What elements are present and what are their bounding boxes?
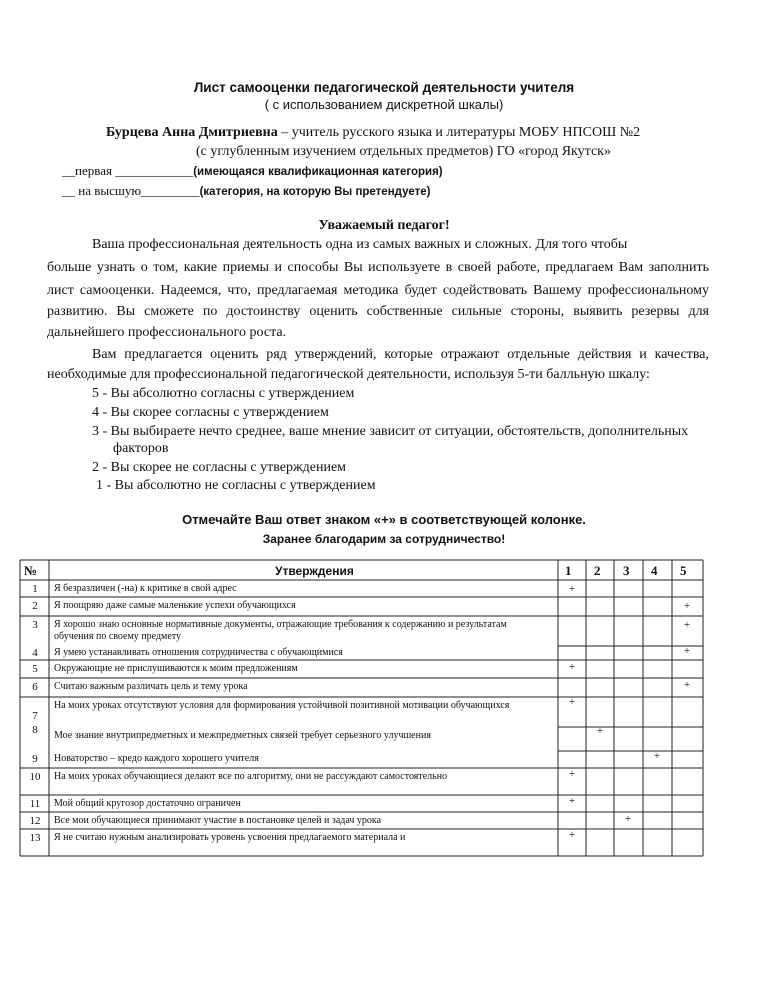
row-number: 3: [32, 619, 38, 631]
greeting: Уважаемый педагог!: [318, 218, 450, 233]
page-subtitle: ( с использованием дискретной шкалы): [264, 97, 504, 112]
school-line: (с углубленным изучением отдельных предметов) ГО «город Якутск»: [196, 144, 611, 159]
instruction: Отмечайте Ваш ответ знаком «+» в соответствующей колонке.: [182, 512, 586, 527]
row-number: 2: [32, 600, 38, 612]
statement-text: Мой общий кругозор достаточно ограничен: [54, 798, 241, 809]
statement-text: Окружающие не прислушиваются к моим предложениям: [54, 663, 298, 674]
score-mark[interactable]: +: [568, 795, 576, 807]
row-number: 13: [29, 832, 41, 844]
row-number: 12: [29, 815, 41, 827]
score-mark[interactable]: +: [653, 750, 661, 762]
statement-text: Мое знание внутрипредметных и межпредметных связей требует серьезного улучшения: [54, 730, 431, 741]
statement-text: Я умею устанавливать отношения сотрудничества с обучающимися: [54, 647, 343, 658]
row-number: 7: [32, 710, 38, 722]
paragraph-2-line: Вам предлагается оценить ряд утверждений, которые отражают отдельные действия и качества,: [92, 347, 709, 362]
statement-text: Все мои обучающиеся принимают участие в постановке целей и задач урока: [54, 815, 382, 826]
row-number: 5: [32, 663, 38, 675]
column-header-score-5: 5: [680, 563, 687, 578]
statement-text: Я хорошо знаю основные нормативные документы, отражающие требования к содержанию и результатам обучения по своему предмету: [54, 619, 507, 642]
teacher-role: – учитель русского языка и литературы МОБУ НПСОШ №2: [277, 125, 641, 140]
score-mark[interactable]: +: [683, 679, 691, 691]
score-mark[interactable]: +: [568, 661, 576, 673]
paragraph-1-line: лист самооценки. Надеемся, что, предлагаемая методика будет содействовать Вашему профессиональному: [47, 283, 709, 298]
paragraph-1-line: больше узнать о том, какие приемы и способы Вы используете в своей работе, предлагаем Вам заполнить: [47, 260, 709, 275]
column-header-statement: Утверждения: [275, 564, 354, 578]
score-mark[interactable]: +: [624, 813, 632, 825]
row-number: 8: [32, 724, 38, 736]
category-current-blank: __первая ____________: [62, 163, 194, 178]
page-title: Лист самооценки педагогической деятельности учителя: [193, 80, 575, 95]
column-header-num: №: [24, 563, 38, 578]
scale-item: факторов: [113, 441, 169, 456]
score-mark[interactable]: +: [568, 583, 576, 595]
category-current-label: (имеющаяся квалификационная категория): [193, 166, 443, 178]
statement-text: Новаторство – кредо каждого хорошего учителя: [54, 753, 259, 764]
teacher-name: Бурцева Анна Дмитриевна: [106, 125, 278, 140]
scale-item: 1 - Вы абсолютно не согласны с утверждением: [96, 478, 376, 493]
column-header-score-4: 4: [651, 563, 658, 578]
score-mark[interactable]: +: [683, 619, 691, 631]
score-mark[interactable]: +: [568, 768, 576, 780]
score-mark[interactable]: +: [683, 645, 691, 657]
scale-item: 3 - Вы выбираете нечто среднее, ваше мнение зависит от ситуации, обстоятельств, дополнительных: [92, 424, 689, 439]
row-number: 1: [32, 583, 38, 595]
score-mark[interactable]: +: [568, 829, 576, 841]
paragraph-1-line: Ваша профессиональная деятельность одна из самых важных и сложных. Для того чтобы: [92, 237, 628, 252]
thanks: Заранее благодарим за сотрудничество!: [262, 532, 506, 546]
category-target-label: (категория, на которую Вы претендуете): [199, 186, 431, 198]
score-mark[interactable]: +: [568, 696, 576, 708]
row-number: 10: [29, 771, 41, 783]
statement-text: На моих уроках отсутствуют условия для формирования устойчивой позитивной мотивации обучающихся: [54, 700, 510, 711]
row-number: 11: [29, 798, 41, 810]
statement-text: Я безразличен (-на) к критике в свой адрес: [54, 583, 237, 594]
paragraph-2-line: необходимые для профессиональной педагогической деятельности, используя 5-ти балльную шкалу:: [47, 367, 650, 382]
scale-item: 4 - Вы скорее согласны с утверждением: [92, 405, 329, 420]
statement-text: Я поощряю даже самые маленькие успехи обучающихся: [54, 600, 296, 611]
column-header-score-2: 2: [594, 563, 601, 578]
row-number: 9: [32, 753, 38, 765]
scale-item: 5 - Вы абсолютно согласны с утверждением: [92, 386, 355, 401]
paragraph-1-line: развитию. Вы сможете по достоинству оценить собственные сильные стороны, выявить резервы для: [47, 304, 709, 319]
row-number: 6: [32, 681, 38, 693]
score-mark[interactable]: +: [596, 725, 604, 737]
row-number: 4: [32, 647, 38, 659]
statement-text: Я не считаю нужным анализировать уровень усвоения предлагаемого материала и: [54, 832, 406, 843]
column-header-score-1: 1: [565, 563, 572, 578]
scale-item: 2 - Вы скорее не согласны с утверждением: [92, 460, 347, 475]
statement-text: На моих уроках обучающиеся делают все по алгоритму, они не рассуждают самостоятельно: [54, 771, 448, 782]
column-header-score-3: 3: [623, 563, 630, 578]
paragraph-1-line: дальнейшего профессионального роста.: [47, 325, 287, 340]
statement-text: Считаю важным различать цель и тему урока: [54, 681, 248, 692]
score-mark[interactable]: +: [683, 600, 691, 612]
category-target-blank: __ на высшую_________: [62, 183, 200, 198]
